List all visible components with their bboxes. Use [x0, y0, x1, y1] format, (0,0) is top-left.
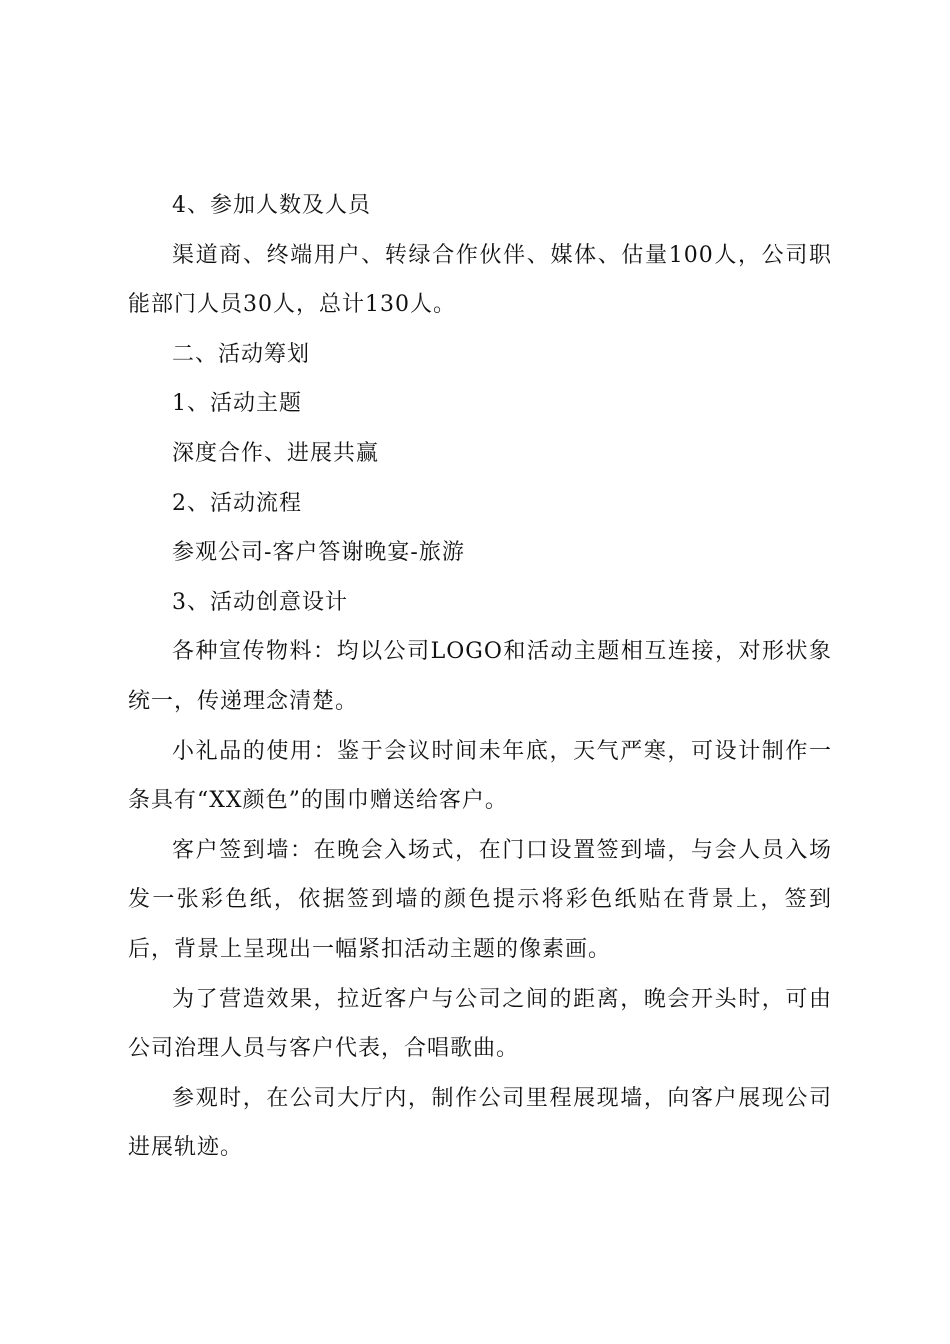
paragraph-visit: 参观时，在公司大厅内，制作公司里程展现墙，向客户展现公司进展轨迹。: [128, 1085, 832, 1161]
paragraph-activity-theme: 深度合作、进展共赢: [172, 440, 380, 466]
paragraph-activity-process: 参观公司-客户答谢晚宴-旅游: [172, 540, 465, 566]
heading-activity-theme: 1、活动主题: [172, 391, 302, 417]
paragraph-small-gifts: 小礼品的使用：鉴于会议时间未年底，天气严寒，可设计制作一条具有“XX颜色”的围巾赠送给客户。: [128, 738, 832, 814]
heading-participants: 4、参加人数及人员: [172, 193, 371, 218]
paragraph-promo-materials: 各种宣传物料：均以公司LOGO和活动主题相互连接，对形状象统一，传递理念清楚。: [128, 639, 832, 714]
heading-activity-process: 2、活动流程: [172, 490, 302, 516]
document-body: [128, 181, 832, 1173]
paragraph-signin-wall: 客户签到墙：在晚会入场式，在门口设置签到墙，与会人员入场发一张彩色纸，依据签到墙的颜色提示将彩色纸贴在背景上，签到后，背景上呈现出一幅紧扣活动主题的像素画。: [128, 837, 832, 962]
heading-activity-planning: 二、活动筹划: [172, 341, 311, 367]
paragraph-atmosphere: 为了营造效果，拉近客户与公司之间的距离，晚会开头时，可由公司治理人员与客户代表，合唱歌曲。: [128, 986, 832, 1062]
heading-creative-design: 3、活动创意设计: [172, 589, 348, 615]
paragraph-participants: 渠道商、终端用户、转绿合作伙伴、媒体、估量100人，公司职能部门人员30人，总计130人。: [128, 242, 832, 318]
